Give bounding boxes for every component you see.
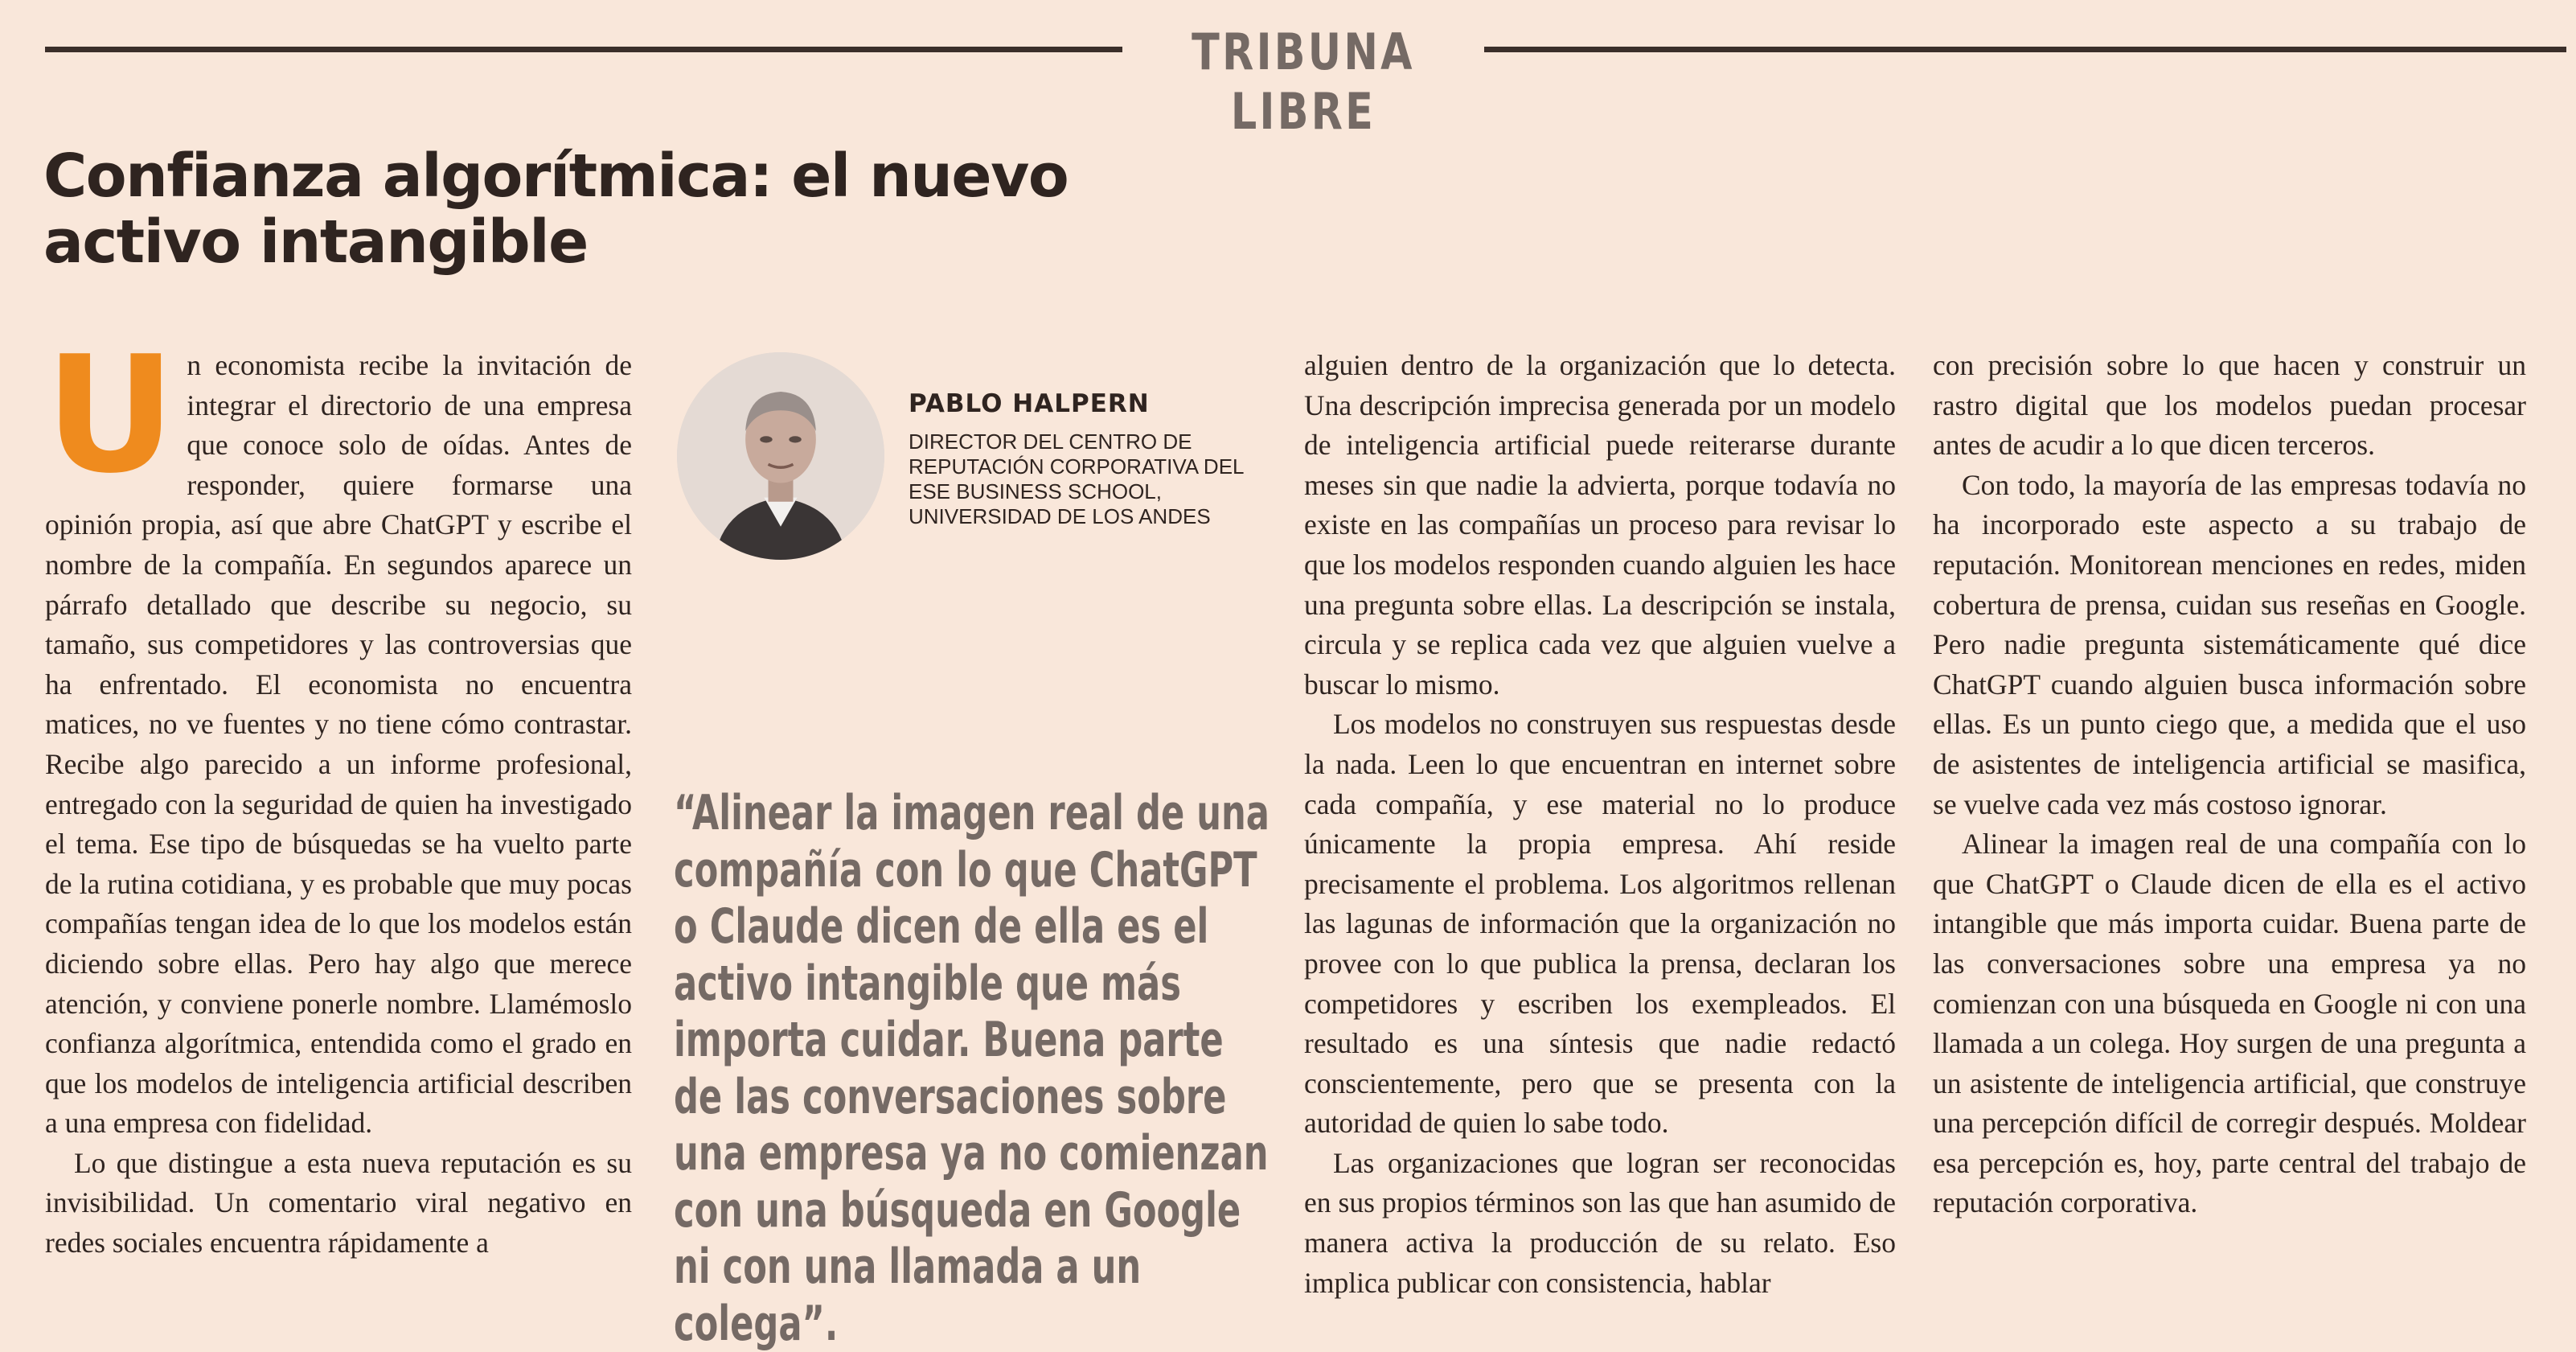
author-name: PABLO HALPERN xyxy=(909,389,1150,418)
section-rule-left xyxy=(45,47,1122,52)
section-rule-right xyxy=(1484,47,2566,52)
paragraph: Alinear la imagen real de una compañía con lo que ChatGPT o Claude dicen de ella es el activo intangible que más importa cuidar. Buena parte de las conversaciones sobre una empresa ya no comienzan con una búsqueda en Google ni con una llamada a un colega. Hoy surgen de una pregunta a un asistente de inteligencia artificial, que construye una percepción difícil de corregir después. Moldear esa percepción es, hoy, parte central del trabajo de reputación corporativa. xyxy=(1933,828,2526,1219)
pull-quote: “Alinear la imagen real de una compañía con lo que ChatGPT o Claude dicen de ella es el activo intangible que más importa cuidar. Buena parte de las conversaciones sobre una empresa ya no comienzan con una búsqueda en Google ni con una llamada a un colega”. xyxy=(674,785,1270,1352)
paragraph xyxy=(45,322,632,1144)
paragraph: Con todo, la mayoría de las empresas todavía no ha incorporado este aspecto a su trabajo de reputación. Monitorean menciones en redes, miden cobertura de prensa, cuidan sus reseñas en Google. Pero nadie pregunta sistemáticamente qué dice ChatGPT cuando alguien busca información sobre ellas. Es un punto ciego que, a medida que el uso de asistentes de inteligencia artificial se masifica, se vuelve cada vez más costoso ignorar. xyxy=(1933,468,2526,820)
article-headline: Confianza algorítmica: el nuevo activo intangible xyxy=(43,142,1069,277)
paragraph: con precisión sobre lo que hacen y construir un rastro digital que los modelos puedan procesar antes de acudir a lo que dicen terceros. xyxy=(1933,349,2526,462)
paragraph: Lo que distingue a esta nueva reputación es su invisibilidad. Un comentario viral negativo en redes sociales encuentra rápidamente a xyxy=(45,1146,632,1260)
article-column-1 xyxy=(45,322,632,1264)
paragraph: alguien dentro de la organización que lo detecta. Una descripción imprecisa generada por un modelo de inteligencia artificial puede reiterarse durante meses sin que nadie la advierta, porque todavía no existe en las compañías un proceso para revisar lo que los modelos responden cuando alguien les hace una pregunta sobre ellas. La descripción se instala, circula y se replica cada vez que alguien vuelve a buscar lo mismo. xyxy=(1304,349,1896,701)
paragraph: Las organizaciones que logran ser reconocidas en sus propios términos son las que han asumido de manera activa la producción de su relato. Eso implica publicar con consistencia, hablar xyxy=(1304,1146,1896,1299)
article-column-4 xyxy=(1933,346,2526,1223)
paragraph: Los modelos no construyen sus respuestas desde la nada. Leen lo que encuentran en internet sobre cada compañía, y ese material no lo produce únicamente la propia empresa. Ahí reside precisamente el problema. Los algoritmos rellenan las lagunas de información que la organización no provee con lo que publica la prensa, declaran los competidores y escriben los exempleados. El resultado es una síntesis que nadie redactó conscientemente, pero que se presenta con la autoridad de quien lo sabe todo. xyxy=(1304,708,1896,1140)
article-column-3 xyxy=(1304,346,1896,1303)
paragraph-text: n economista recibe la invitación de integrar el directorio de una empresa que conoce solo de oídas. Antes de responder, quiere formarse una opinión propia, así que abre ChatGPT y escribe el nombre de la compañía. En segundos aparece un párrafo detallado que describe su negocio, su tamaño, sus competidores y las controversias que ha enfrentado. El economista no encuentra matices, no ve fuentes y no tiene cómo contrastar. Recibe algo parecido a un informe profesional, entregado con la seguridad de quien ha investigado el tema. Ese tipo de búsquedas se ha vuelto parte de la rutina cotidiana, y es probable que muy pocas compañías tengan idea de lo que los modelos están diciendo sobre ellas. Pero hay algo que merece atención, y conviene ponerle nombre. Llamémoslo confianza algorítmica, entendida como el grado en que los modelos de inteligencia artificial describen a una empresa con fidelidad. xyxy=(45,349,632,1140)
section-label: TRIBUNA LIBRE xyxy=(1192,23,1415,142)
author-portrait-icon xyxy=(677,352,884,560)
drop-cap: U xyxy=(45,322,176,509)
author-role: DIRECTOR DEL CENTRO DE REPUTACIÓN CORPORATIVA DEL ESE BUSINESS SCHOOL, UNIVERSIDAD DE LOS ANDES xyxy=(909,429,1244,528)
author-photo xyxy=(677,352,884,560)
